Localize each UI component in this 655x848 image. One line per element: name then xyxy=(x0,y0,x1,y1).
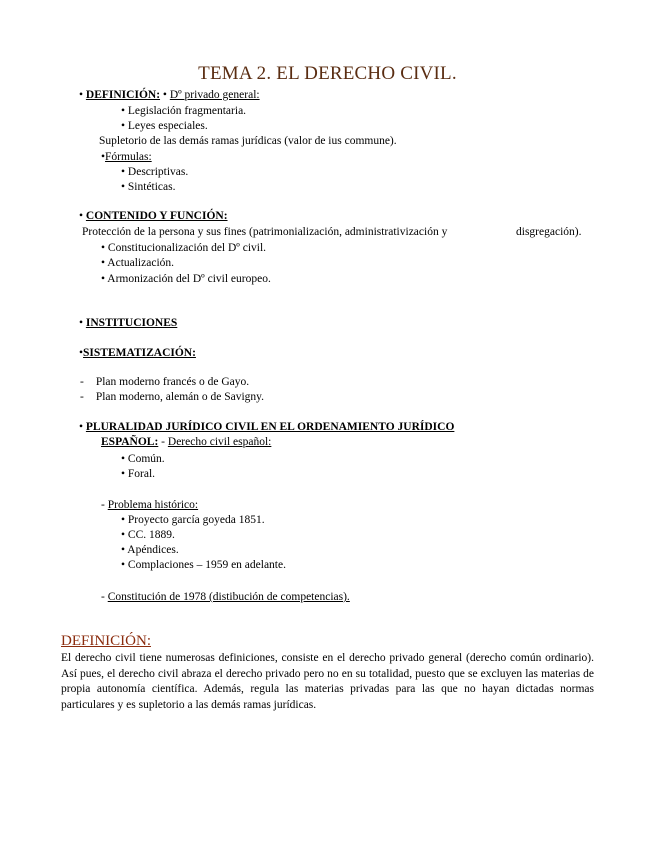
derecho-civil-espanol-label: Derecho civil español: xyxy=(167,436,272,448)
list-item: • Armonización del Dº civil europeo. xyxy=(101,273,271,285)
definicion-line xyxy=(79,88,260,102)
sistematizacion-line: •SISTEMATIZACIÓN: xyxy=(79,347,196,359)
instituciones-label: INSTITUCIONES xyxy=(85,317,178,329)
pluralidad-line: • PLURALIDAD JURÍDICO CIVIL EN EL ORDENAMIENTO JURÍDICO xyxy=(79,421,455,433)
constitucion-line: - Constitución de 1978 (distibución de competencias). xyxy=(101,591,350,603)
problema-historico-label: Problema histórico: xyxy=(107,499,199,511)
list-item: • Legislación fragmentaria. xyxy=(121,105,247,117)
sistematizacion-label: SISTEMATIZACIÓN: xyxy=(83,347,196,359)
list-item: • Leyes especiales. xyxy=(121,120,208,132)
list-item: • Sintéticas. xyxy=(121,181,176,193)
espanol-label: ESPAÑOL: xyxy=(101,436,159,448)
contenido-text-a: Protección de la persona y sus fines (patrimonialización, administrativización y xyxy=(82,226,448,238)
formulas-line: •Fórmulas: xyxy=(101,151,152,163)
instituciones-line: • INSTITUCIONES xyxy=(79,317,178,329)
definicion-label: DEFINICIÓN: xyxy=(85,89,161,101)
list-item: • Actualización. xyxy=(101,257,175,269)
bullet: • xyxy=(79,89,86,101)
contenido-line: • CONTENIDO Y FUNCIÓN: xyxy=(79,210,228,222)
list-item: • Común. xyxy=(121,453,165,465)
contenido-label: CONTENIDO Y FUNCIÓN: xyxy=(85,210,228,222)
problema-line: - Problema histórico: xyxy=(101,499,199,511)
privado-general-label: Dº privado general: xyxy=(169,89,260,101)
constitucion-text: Constitución de 1978 (distibución de competencias). xyxy=(107,591,350,603)
section-heading: DEFINICIÓN: xyxy=(61,633,151,649)
bullet: • xyxy=(162,89,170,101)
contenido-text-b: disgregación). xyxy=(516,226,582,238)
list-item: • Complaciones – 1959 en adelante. xyxy=(121,559,286,571)
list-item: • Foral. xyxy=(121,468,156,480)
espanol-line: ESPAÑOL: - Derecho civil español: xyxy=(101,436,272,448)
formulas-label: Fórmulas: xyxy=(105,151,152,163)
list-item: - Plan moderno francés o de Gayo. xyxy=(80,376,250,388)
pluralidad-label: PLURALIDAD JURÍDICO CIVIL EN EL ORDENAMIENTO JURÍDICO xyxy=(85,421,455,433)
list-item: • Proyecto garcía goyeda 1851. xyxy=(121,514,265,526)
list-item: • Descriptivas. xyxy=(121,166,189,178)
list-item: - Plan moderno, alemán o de Savigny. xyxy=(80,391,265,403)
supletorio-text: Supletorio de las demás ramas jurídicas (valor de ius commune). xyxy=(99,135,397,147)
list-item: • CC. 1889. xyxy=(121,529,175,541)
document-title: TEMA 2. EL DERECHO CIVIL. xyxy=(198,63,457,84)
list-item: • Apéndices. xyxy=(121,544,179,556)
list-item: • Constitucionalización del Dº civil. xyxy=(101,242,267,254)
section-paragraph: El derecho civil tiene numerosas definiciones, consiste en el derecho privado general (derecho común ordinario). Así pues, el derecho civil abraza el derecho privado pero no en su totalidad, puesto que se excluyen las materias de propia autonomía científica. Además, regula las materias privadas para las que no hayan dictadas normas particulares y es supletorio a las demás ramas jurídicas. xyxy=(61,652,594,711)
